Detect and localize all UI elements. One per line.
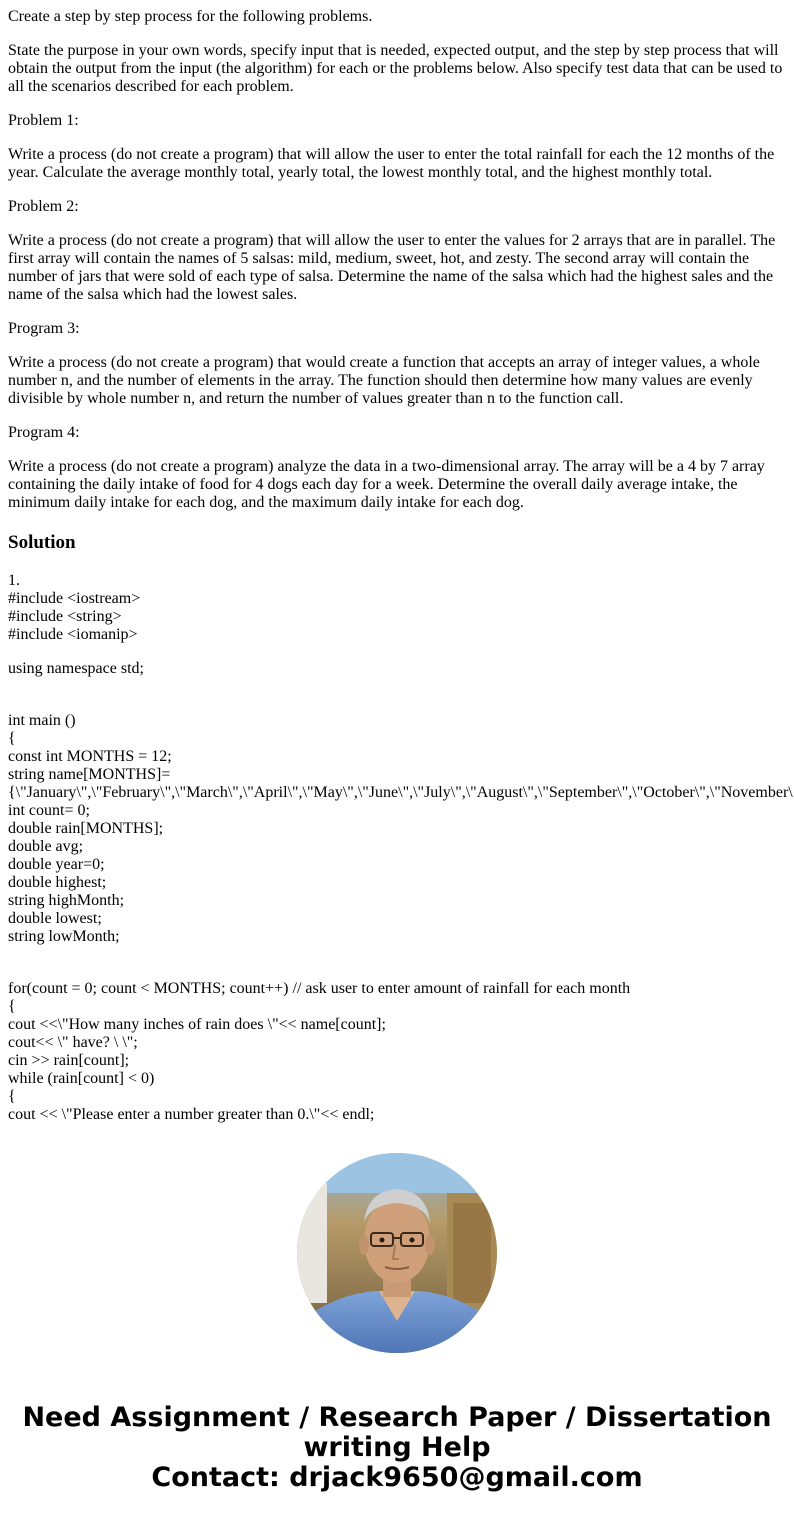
code-line: string highMonth; <box>8 892 125 909</box>
code-main-declarations <box>8 712 794 946</box>
code-line: #include <iostream> <box>8 590 141 607</box>
code-includes <box>8 572 794 644</box>
code-line: using namespace std; <box>8 660 144 677</box>
code-line: for(count = 0; count < MONTHS; count++) // ask user to enter amount of rainfall for each month <box>8 980 631 997</box>
code-line: #include <iomanip> <box>8 626 138 643</box>
code-line: double lowest; <box>8 910 102 927</box>
code-line: int count= 0; <box>8 802 90 819</box>
code-line: double highest; <box>8 874 107 891</box>
tutor-photo <box>297 1153 497 1353</box>
problem-1-heading: Problem 1: <box>8 112 79 129</box>
promo-contact: Contact: drjack9650@gmail.com <box>151 1462 643 1493</box>
solution-heading: Solution <box>8 532 76 553</box>
problem-4-text: Write a process (do not create a program) analyze the data in a two-dimensional array. The array will be a 4 by 7 array containing the daily intake of food for 4 dogs each day for a week. Determine the overall daily average intake, the minimum daily intake for each dog, and the maximum daily intake for each dog. <box>8 458 765 511</box>
code-line: string name[MONTHS]= <box>8 766 171 783</box>
intro-text: Create a step by step process for the following problems. <box>8 8 373 25</box>
promo-line-1: Need Assignment / Research Paper / Dissertation <box>22 1402 772 1433</box>
code-line: {\"January\",\"February\",\"March\",\"April\",\"May\",\"June\",\"July\",\"August\",\"September\",\"October\",\"November\ <box>8 784 793 801</box>
code-line: 1. <box>8 572 20 589</box>
code-line: cout<< \" have? \ \"; <box>8 1034 138 1051</box>
code-line: cin >> rain[count]; <box>8 1052 130 1069</box>
promo-banner <box>0 1403 794 1493</box>
code-line: double avg; <box>8 838 84 855</box>
code-line: cout <<\"How many inches of rain does \"<< name[count]; <box>8 1016 386 1033</box>
code-line: while (rain[count] < 0) <box>8 1070 155 1087</box>
code-namespace <box>8 660 794 678</box>
document-body <box>8 8 794 1124</box>
problem-2-text: Write a process (do not create a program) that will allow the user to enter the values for 2 arrays that are in parallel. The first array will contain the names of 5 salsas: mild, medium, sweet, hot, and zesty. The second array will contain the number of jars that were sold of each type of salsa. Determine the name of the salsa which had the highest sales and the name of the salsa which had the lowest sales. <box>8 232 776 303</box>
problem-1-text: Write a process (do not create a program) that will allow the user to enter the total rainfall for each the 12 months of the year. Calculate the average monthly total, yearly total, the lowest monthly total, and the highest monthly total. <box>8 146 775 181</box>
code-line: #include <string> <box>8 608 122 625</box>
code-line: double rain[MONTHS]; <box>8 820 164 837</box>
problem-3-heading: Program 3: <box>8 320 80 337</box>
code-input-loop <box>8 980 794 1124</box>
promo-line-2: writing Help <box>303 1432 491 1463</box>
code-line: { <box>8 998 16 1015</box>
tutor-portrait-illustration <box>297 1153 497 1353</box>
problem-3-text: Write a process (do not create a program) that would create a function that accepts an array of integer values, a whole number n, and the number of elements in the array. The function should then determine how many values are evenly divisible by whole number n, and return the number of values greater than n to the function call. <box>8 354 760 407</box>
code-line: { <box>8 1088 16 1105</box>
problem-4-heading: Program 4: <box>8 424 80 441</box>
code-line: cout << \"Please enter a number greater than 0.\"<< endl; <box>8 1106 375 1123</box>
code-line: int main () <box>8 712 76 729</box>
code-line: string lowMonth; <box>8 928 120 945</box>
instructions-text: State the purpose in your own words, specify input that is needed, expected output, and the step by step process that will obtain the output from the input (the algorithm) for each or the problems below. Also specify test data that can be used to all the scenarios described for each problem. <box>8 42 783 95</box>
code-line: { <box>8 730 16 747</box>
problem-2-heading: Problem 2: <box>8 198 79 215</box>
code-line: double year=0; <box>8 856 105 873</box>
code-line: const int MONTHS = 12; <box>8 748 172 765</box>
